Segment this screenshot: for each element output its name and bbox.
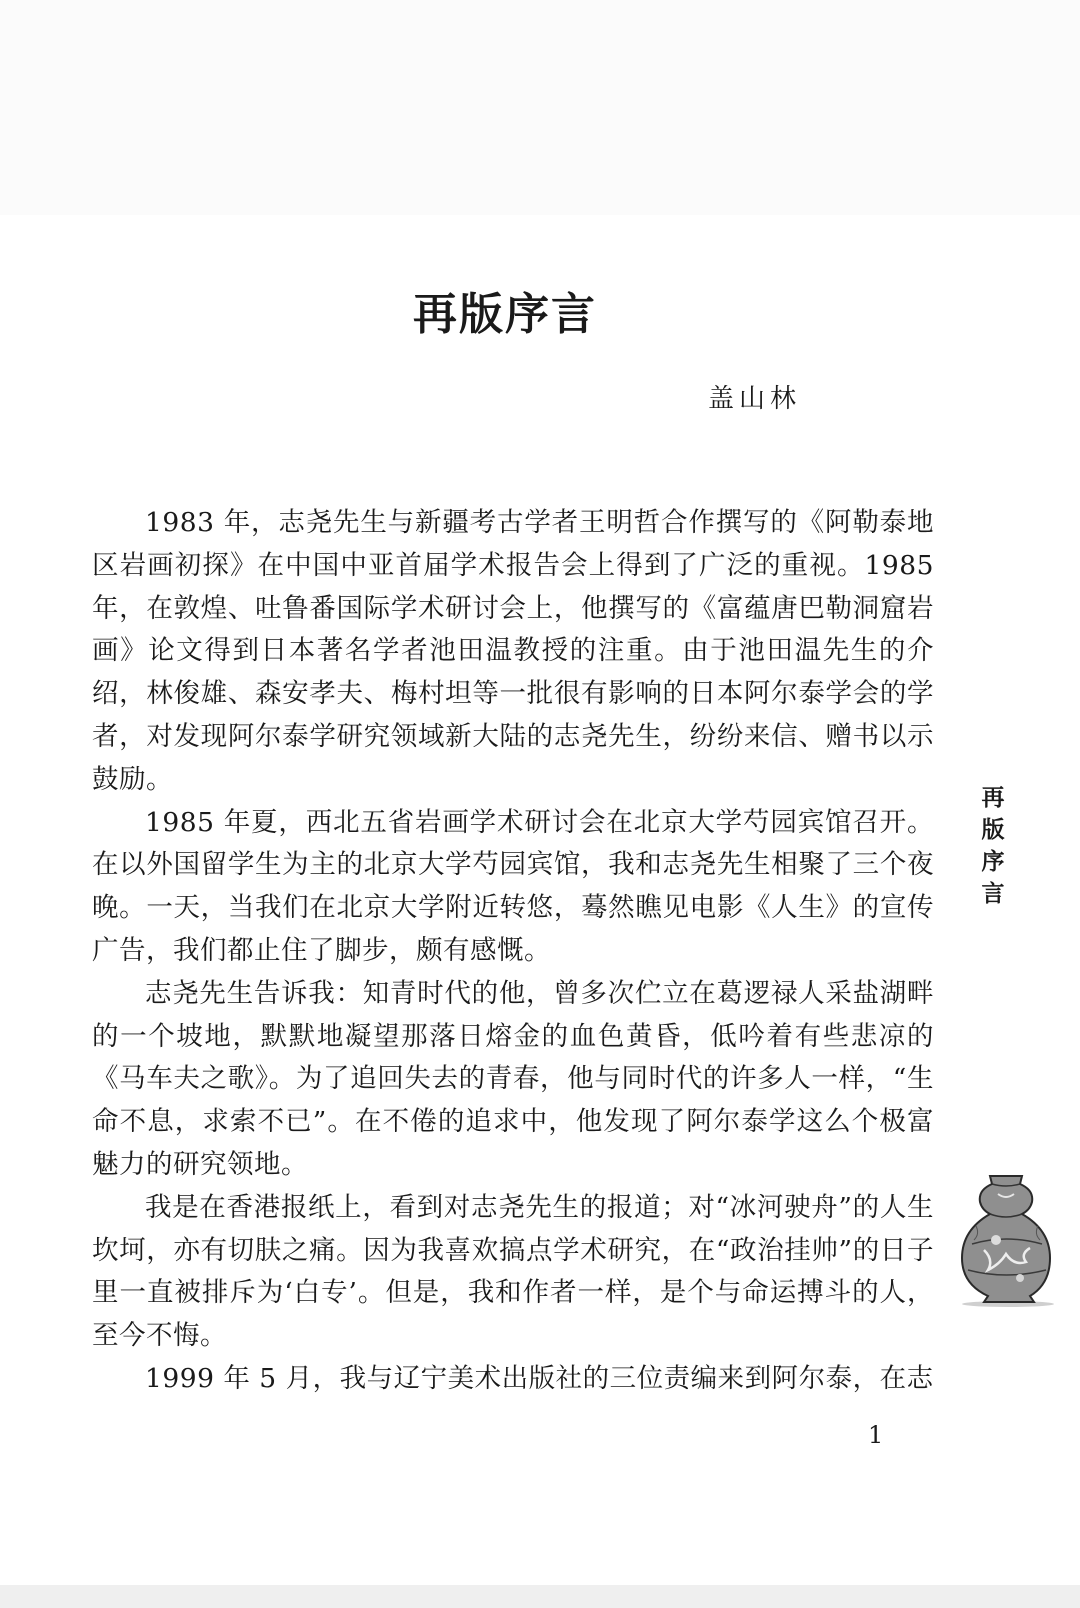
paragraph: 1983 年，志尧先生与新疆考古学者王明哲合作撰写的《阿勒泰地区岩画初探》在中国中亚首届学术报告会上得到了广泛的重视。1985 年，在敦煌、吐鲁番国际学术研讨会上，他撰写的《富蕴唐巴勒洞窟岩画》论文得到日本著名学者池田温教授的注重。由于池田温先生的介绍，林俊雄、森安孝夫、梅村坦等一批很有影响的日本阿尔泰学会的学者，对发现阿尔泰学研究领域新大陆的志尧先生，纷纷来信、赠书以示鼓励。 (92, 507, 934, 795)
side-title-char: 序 (981, 848, 1005, 875)
page-number: 1 (868, 1421, 884, 1449)
paragraph: 志尧先生告诉我：知青时代的他，曾多次伫立在葛逻禄人采盐湖畔的一个坡地，默默地凝望那落日熔金的血色黄昏，低吟着有些悲凉的《马车夫之歌》。为了追回失去的青春，他与同时代的许多人一样，“生命不息，求索不已”。在不倦的追求中，他发现了阿尔泰学这么个极富魅力的研究领地。 (92, 977, 934, 1180)
bottom-margin-band (0, 1585, 1080, 1608)
running-side-title (976, 782, 1010, 910)
side-title-char: 言 (981, 880, 1005, 907)
page-title: 再版序言 (413, 289, 597, 340)
paragraph: 1985 年夏，西北五省岩画学术研讨会在北京大学芍园宾馆召开。在以外国留学生为主的北京大学芍园宾馆，我和志尧先生相聚了三个夜晚。一天，当我们在北京大学附近转悠，蓦然瞧见电影《人生》的宣传广告，我们都止住了脚步，颇有感慨。 (92, 806, 934, 966)
side-title-char: 再 (981, 784, 1005, 811)
vase-icon (950, 1170, 1060, 1310)
side-title-char: 版 (981, 816, 1005, 843)
author-name: 盖山林 (708, 384, 802, 414)
body-text (92, 502, 934, 1401)
vase-illustration (950, 1170, 1060, 1310)
top-margin-band (0, 0, 1080, 215)
paragraph: 1999 年 5 月，我与辽宁美术出版社的三位责编来到阿尔泰，在志 (145, 1362, 934, 1394)
paragraph: 我是在香港报纸上，看到对志尧先生的报道；对“冰河驶舟”的人生坎坷，亦有切肤之痛。因为我喜欢搞点学术研究，在“政治挂帅”的日子里一直被排斥为‘白专’。但是，我和作者一样，是个与命运搏斗的人，至今不悔。 (92, 1191, 934, 1352)
